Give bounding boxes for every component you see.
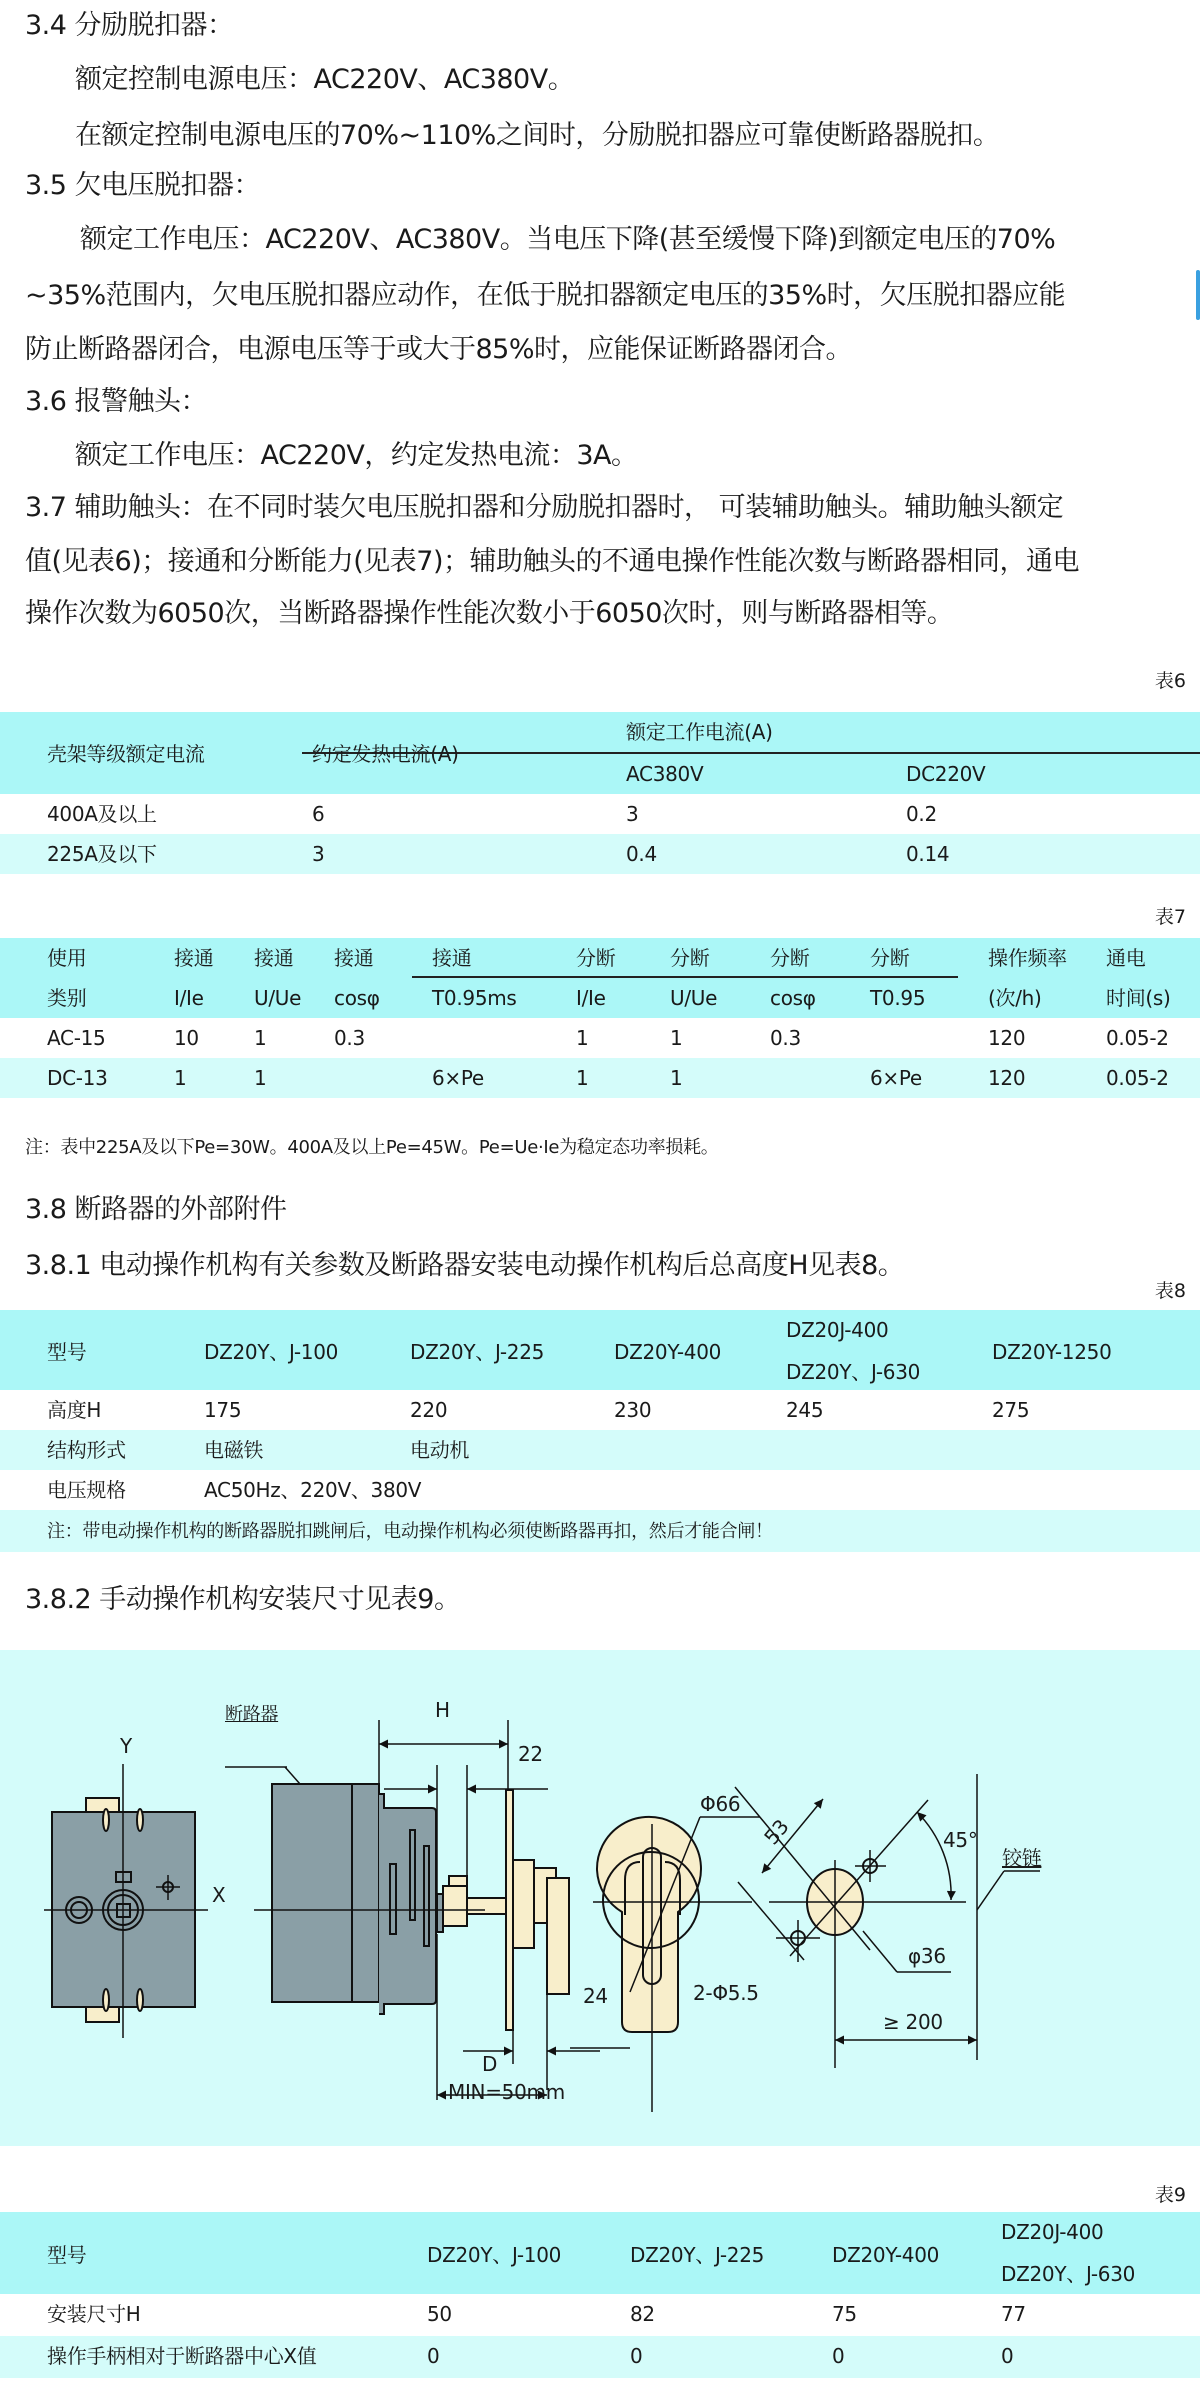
table-7-head: cosφ	[770, 986, 816, 1010]
table-7-head: 接通	[254, 946, 294, 970]
table-7-head: 接通	[334, 946, 374, 970]
dim-min: MIN=50mm	[448, 2080, 565, 2104]
table-7-cell: 1	[254, 1066, 267, 1090]
table-8-cell: 电动机	[410, 1438, 470, 1462]
table-7-cell: AC-15	[47, 1026, 106, 1050]
label-hinge: 铰链	[1002, 1846, 1042, 1870]
table-9-cell: 77	[1001, 2302, 1026, 2326]
table-9-head: DZ20J-400	[1001, 2220, 1104, 2244]
table-8-cell: 230	[614, 1398, 652, 1422]
table-6-head-rated-current: 额定工作电流(A)	[626, 720, 773, 744]
handle-view	[570, 1817, 760, 2112]
table-9-cell: 0	[1001, 2344, 1014, 2368]
section-3-4-title: 3.4 分励脱扣器：	[25, 10, 234, 41]
table-6-head-frame-current: 壳架等级额定电流	[47, 742, 205, 766]
section-3-5-title: 3.5 欠电压脱扣器：	[25, 170, 261, 201]
table-7-cell: 1	[670, 1066, 683, 1090]
table-8-cell: 电磁铁	[204, 1438, 264, 1462]
table-8-head: DZ20Y-400	[614, 1340, 722, 1364]
dim-24: 24	[583, 1984, 608, 2008]
table-9-cell: 安装尺寸H	[47, 2302, 141, 2326]
side-view	[225, 1720, 600, 2100]
table-7-cell: 120	[988, 1066, 1026, 1090]
table-6-cell: 3	[312, 842, 325, 866]
table-9-head: DZ20Y-400	[832, 2243, 940, 2267]
table-7-caption: 表7	[1154, 906, 1186, 928]
table-7-cell: 0.3	[770, 1026, 801, 1050]
table-8-head: DZ20Y、J-225	[410, 1340, 545, 1364]
table-6-cell: 400A及以上	[47, 802, 157, 826]
dim-phi66: Φ66	[700, 1792, 741, 1816]
table-row	[0, 1430, 1200, 1470]
label-y-axis: Y	[120, 1734, 132, 1758]
table-7-head: 操作频率	[988, 946, 1067, 970]
table-7-head: 类别	[47, 986, 87, 1010]
table-8-cell: 电压规格	[47, 1478, 126, 1502]
table-9-cell: 操作手柄相对于断路器中心X值	[47, 2344, 317, 2368]
table-9-cell: 50	[427, 2302, 452, 2326]
table-7-head: U/Ue	[254, 986, 302, 1010]
table-6-cell: 0.2	[906, 802, 937, 826]
table-8-cell: 245	[786, 1398, 824, 1422]
table-7-cell: 120	[988, 1026, 1026, 1050]
installation-diagram	[0, 1650, 1200, 2146]
section-3-6-title: 3.6 报警触头：	[25, 386, 208, 417]
section-3-5-line-1: 额定工作电压：AC220V、AC380V。当电压下降(甚至缓慢下降)到额定电压的70%	[80, 224, 1056, 255]
table-6-head-ac380: AC380V	[626, 762, 704, 786]
table-7-head: cosφ	[334, 986, 380, 1010]
section-3-8-1-title: 3.8.1 电动操作机构有关参数及断路器安装电动操作机构后总高度H见表8。	[25, 1250, 905, 1281]
table-9-cell: 82	[630, 2302, 655, 2326]
table-6-cell: 0.4	[626, 842, 657, 866]
table-9-head: DZ20Y、J-225	[630, 2243, 765, 2267]
table-8-caption: 表8	[1154, 1280, 1186, 1302]
table-6-cell: 3	[626, 802, 639, 826]
table-8-head: DZ20Y-1250	[992, 1340, 1112, 1364]
table-7-head: 接通	[432, 946, 472, 970]
table-6-cell: 0.14	[906, 842, 950, 866]
dim-200: ≥ 200	[883, 2010, 943, 2034]
dim-53: 53	[759, 1814, 794, 1850]
section-3-5-line-3: 防止断路器闭合，电源电压等于或大于85%时，应能保证断路器闭合。	[25, 334, 853, 365]
scrollbar-thumb[interactable]	[1196, 270, 1200, 320]
table-7-cell: 1	[576, 1066, 589, 1090]
table-8-head: DZ20Y、J-100	[204, 1340, 339, 1364]
table-7-cell: 0.05-2	[1106, 1026, 1169, 1050]
table-8-head: DZ20J-400	[786, 1318, 889, 1342]
table-7-cell: 6×Pe	[432, 1066, 484, 1090]
table-7-head: 使用	[47, 946, 87, 970]
section-3-8-title: 3.8 断路器的外部附件	[25, 1194, 287, 1225]
table-7-cell: 10	[174, 1026, 199, 1050]
table-7-head: 时间(s)	[1106, 986, 1171, 1010]
table-7-head: 接通	[174, 946, 214, 970]
table-6-head-thermal-current: 约定发热电流(A)	[312, 742, 459, 766]
section-3-4-line-1: 额定控制电源电压：AC220V、AC380V。	[75, 64, 575, 95]
table-7-head: (次/h)	[988, 986, 1042, 1010]
section-3-4-line-2: 在额定控制电源电压的70%~110%之间时，分励脱扣器应可靠使断路器脱扣。	[75, 120, 1000, 151]
table-7-group-rule	[412, 976, 958, 978]
table-7-cell: 1	[254, 1026, 267, 1050]
section-3-6-line-1: 额定工作电压：AC220V，约定发热电流：3A。	[75, 440, 638, 471]
table-7-head: I/Ie	[174, 986, 204, 1010]
table-7-cell: DC-13	[47, 1066, 108, 1090]
table-9-cell: 0	[427, 2344, 440, 2368]
table-8-cell: AC50Hz、220V、380V	[204, 1478, 422, 1502]
dim-d: D	[482, 2052, 498, 2076]
table-9-head: DZ20Y、J-630	[1001, 2262, 1136, 2286]
table-9-head: DZ20Y、J-100	[427, 2243, 562, 2267]
table-7-cell: 0.05-2	[1106, 1066, 1169, 1090]
table-9-caption: 表9	[1154, 2184, 1186, 2206]
section-3-8-2-title: 3.8.2 手动操作机构安装尺寸见表9。	[25, 1584, 461, 1615]
table-row	[0, 834, 1200, 874]
section-3-7-line-1: 3.7 辅助触头：在不同时装欠电压脱扣器和分励脱扣器时， 可装辅助触头。辅助触头额定	[25, 492, 1064, 523]
dim-holes: 2-Φ5.5	[693, 1981, 759, 2005]
table-7-head: 分断	[576, 946, 616, 970]
front-view	[44, 1764, 208, 2038]
table-7-head: I/Ie	[576, 986, 606, 1010]
table-8-cell: 220	[410, 1398, 448, 1422]
table-9-cell: 0	[832, 2344, 845, 2368]
table-7-head: 分断	[670, 946, 710, 970]
table-8-cell: 275	[992, 1398, 1030, 1422]
table-8-head-model: 型号	[47, 1340, 87, 1364]
table-9-cell: 0	[630, 2344, 643, 2368]
table-7-head: 通电	[1106, 946, 1146, 970]
dim-45deg: 45°	[943, 1828, 978, 1852]
dim-h: H	[435, 1698, 450, 1722]
section-3-7-line-2: 值(见表6)；接通和分断能力(见表7)；辅助触头的不通电操作性能次数与断路器相同，通电	[25, 546, 1079, 577]
table-9-cell: 75	[832, 2302, 857, 2326]
table-row	[0, 1470, 1200, 1510]
table-7-note: 注：表中225A及以下Pe=30W。400A及以上Pe=45W。Pe=Ue·Ie为稳定态功率损耗。	[25, 1137, 719, 1158]
label-breaker: 断路器	[225, 1704, 279, 1725]
table-9-head-model: 型号	[47, 2243, 87, 2267]
table-8-cell: 高度H	[47, 1398, 102, 1422]
table-7-cell: 1	[576, 1026, 589, 1050]
table-7-head: T0.95ms	[432, 986, 517, 1010]
table-8-note: 注：带电动操作机构的断路器脱扣跳闸后，电动操作机构必须使断路器再扣，然后才能合闸！	[47, 1521, 773, 1542]
table-8-cell: 结构形式	[47, 1438, 126, 1462]
table-7-cell: 1	[670, 1026, 683, 1050]
table-6-caption: 表6	[1154, 670, 1186, 692]
dim-22: 22	[518, 1742, 543, 1766]
section-3-7-line-3: 操作次数为6050次，当断路器操作性能次数小于6050次时，则与断路器相等。	[25, 598, 954, 629]
table-7-head: T0.95	[870, 986, 926, 1010]
table-8-cell: 175	[204, 1398, 242, 1422]
table-row	[0, 794, 1200, 834]
table-7-head: 分断	[770, 946, 810, 970]
table-7-head: 分断	[870, 946, 910, 970]
table-7-cell: 0.3	[334, 1026, 365, 1050]
label-x-axis: X	[212, 1883, 226, 1907]
table-6-cell: 6	[312, 802, 325, 826]
table-8-head: DZ20Y、J-630	[786, 1360, 921, 1384]
table-7-cell: 1	[174, 1066, 187, 1090]
table-7-head: U/Ue	[670, 986, 718, 1010]
table-6-head-dc220: DC220V	[906, 762, 986, 786]
section-3-5-line-2: ~35%范围内，欠电压脱扣器应动作，在低于脱扣器额定电压的35%时，欠压脱扣器应能	[25, 280, 1066, 311]
table-7-cell: 6×Pe	[870, 1066, 922, 1090]
dim-phi36: φ36	[908, 1944, 946, 1968]
table-6-cell: 225A及以下	[47, 842, 157, 866]
